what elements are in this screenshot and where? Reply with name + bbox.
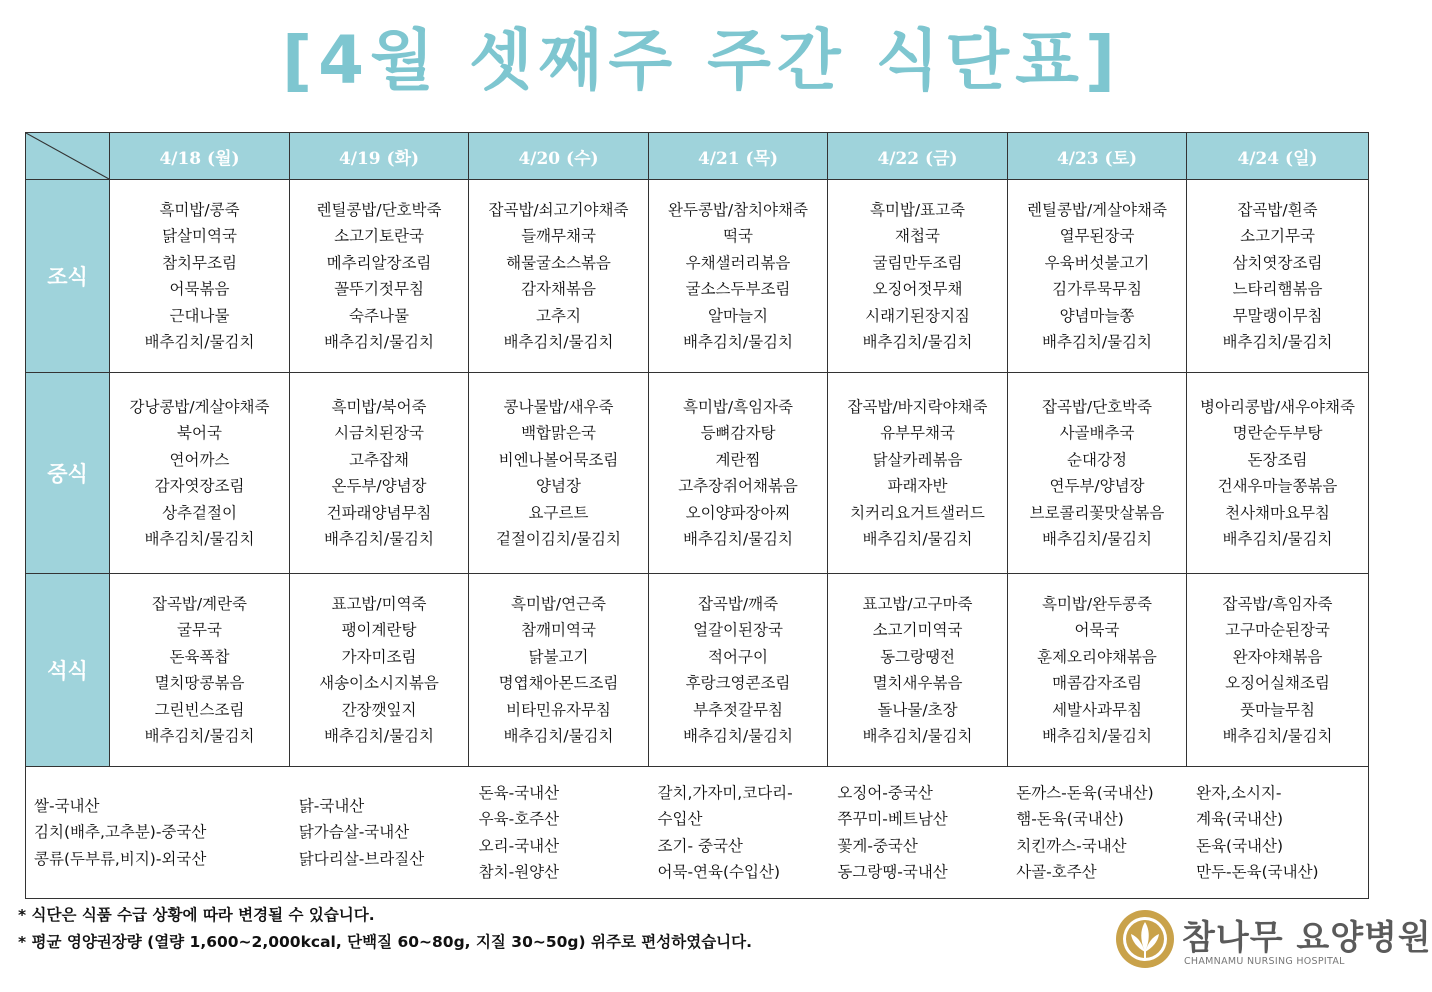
dish-item: 배추김치/물김치 <box>323 727 435 745</box>
dish-item: 배추김치/물김치 <box>682 530 794 548</box>
dish-item: 강낭콩밥/게살야채죽 <box>129 397 270 416</box>
dish-item: 잡곡밥/흰죽 <box>1237 200 1318 219</box>
dish-item: 완자야채볶음 <box>1232 647 1323 666</box>
dish-item: 고추지 <box>536 306 581 325</box>
dish-item: 새송이소시지볶음 <box>319 674 439 692</box>
menu-cell <box>1187 574 1369 767</box>
dish-item: 고추잡채 <box>349 450 409 469</box>
origin-line: 닭가슴살-국내산 <box>298 823 410 842</box>
origin-line: 동그랑땡-국내산 <box>837 863 948 881</box>
dish-item: 오징어젓무채 <box>872 280 963 298</box>
page-title: [4월 셋째주 주간 식단표] <box>282 22 1121 99</box>
day-header: 4/21 (목) <box>649 133 828 180</box>
menu-cell <box>290 373 469 574</box>
dish-item: 그린빈스조림 <box>154 700 245 719</box>
day-header: 4/19 (화) <box>290 133 469 180</box>
origin-line: 꽃게-중국산 <box>837 836 918 855</box>
note-line: * 평균 영양권장량 (열량 1,600~2,000kcal, 단백질 60~80g, 지질 30~50g) 위주로 편성하였습니다. <box>18 933 753 951</box>
dish-item: 병아리콩밥/새우야채죽 <box>1200 397 1355 416</box>
dish-item: 어묵국 <box>1074 621 1120 639</box>
dish-item: 잡곡밥/계란죽 <box>151 594 248 613</box>
menu-cell <box>1187 373 1369 574</box>
dish-item: 감자채볶음 <box>521 280 596 298</box>
day-header: 4/24 (일) <box>1187 133 1369 180</box>
dish-item: 닭살카레볶음 <box>872 450 963 469</box>
dish-item: 잡곡밥/단호박죽 <box>1041 397 1153 416</box>
dish-item: 등뼈감자탕 <box>700 424 776 442</box>
dish-item: 오징어실채조림 <box>1225 674 1330 692</box>
dish-item: 숙주나물 <box>349 306 409 325</box>
origin-line: 오리-국내산 <box>478 836 560 855</box>
dish-item: 표고밥/미역죽 <box>331 594 427 613</box>
dish-item: 브로콜리꽃맛살볶음 <box>1029 503 1165 522</box>
dish-item: 적어구이 <box>708 647 768 666</box>
origin-column <box>471 780 650 886</box>
menu-cell <box>828 373 1008 574</box>
dish-item: 배추김치/물김치 <box>1041 727 1153 745</box>
dish-item: 세발사과무침 <box>1052 700 1142 719</box>
meal-label: 석식 <box>26 574 110 767</box>
dish-item: 배추김치/물김치 <box>1041 530 1153 548</box>
dish-item: 떡국 <box>723 227 753 245</box>
dish-item: 흑미밥/완두콩죽 <box>1041 594 1153 613</box>
meal-label: 조식 <box>26 180 110 373</box>
dish-item: 팽이계란탕 <box>341 621 417 639</box>
dish-item: 배추김치/물김치 <box>1222 727 1333 745</box>
menu-cell <box>290 574 469 767</box>
dish-item: 완두콩밥/참치야채죽 <box>668 200 808 219</box>
dish-item: 부추젓갈무침 <box>693 700 783 719</box>
day-header: 4/18 (월) <box>110 133 290 180</box>
dish-item: 천사채마요무침 <box>1225 503 1330 522</box>
origin-line: 닭-국내산 <box>298 796 365 815</box>
dish-item: 굴무국 <box>177 621 222 639</box>
dinner-row <box>26 574 1369 767</box>
dish-item: 요구르트 <box>528 503 589 522</box>
menu-cell <box>1008 574 1187 767</box>
dish-item: 참치무조림 <box>162 253 237 272</box>
dish-item: 김가루묵무침 <box>1052 280 1142 298</box>
dish-item: 사골배추국 <box>1059 424 1135 442</box>
dish-item: 순대강정 <box>1067 450 1127 469</box>
notes <box>18 902 752 956</box>
lunch-row <box>26 373 1369 574</box>
origin-line: 닭다리살-브라질산 <box>298 849 425 868</box>
hospital-subtitle: CHAMNAMU NURSING HOSPITAL <box>1184 956 1345 967</box>
dish-item: 배추김치/물김치 <box>144 727 255 745</box>
dish-item: 굴소스두부조림 <box>685 280 791 298</box>
dish-item: 흑미밥/흑임자죽 <box>682 397 794 416</box>
dish-item: 해물굴소스볶음 <box>506 253 611 272</box>
weekly-menu-table <box>25 132 1369 899</box>
origin-line: 수입산 <box>657 810 703 828</box>
dish-item: 배추김치/물김치 <box>323 530 435 548</box>
dish-item: 잡곡밥/바지락야채죽 <box>847 397 988 416</box>
dish-item: 연두부/양념장 <box>1049 477 1145 495</box>
dish-item: 명엽채아몬드조림 <box>498 674 619 692</box>
dish-item: 연어까스 <box>169 450 230 469</box>
origin-line: 치킨까스-국내산 <box>1016 836 1127 855</box>
origin-line: 쭈꾸미-베트남산 <box>837 810 948 828</box>
dish-item: 계란찜 <box>715 450 761 469</box>
day-header: 4/23 (토) <box>1008 133 1187 180</box>
dish-item: 후랑크영콘조림 <box>685 674 791 692</box>
origin-column <box>650 780 830 886</box>
dish-item: 돈장조림 <box>1247 450 1308 469</box>
origin-line: 조기- 중국산 <box>657 836 743 855</box>
origin-line: 갈치,가자미,코다리- <box>657 783 793 802</box>
dish-item: 파래자반 <box>887 477 948 495</box>
dish-item: 잡곡밥/깨죽 <box>697 594 779 613</box>
origin-line: 콩류(두부류,비지)-외국산 <box>34 849 207 868</box>
dish-item: 훈제오리야채볶음 <box>1037 647 1157 666</box>
dish-item: 메추리알장조림 <box>326 253 432 272</box>
dish-item: 흑미밥/연근죽 <box>510 594 607 613</box>
dish-item: 표고밥/고구마죽 <box>862 594 973 613</box>
menu-cell <box>828 180 1008 373</box>
origin-column <box>1008 780 1188 886</box>
dish-item: 흑미밥/콩죽 <box>159 200 240 219</box>
dish-item: 양념장 <box>536 477 581 495</box>
dish-item: 참깨미역국 <box>521 621 596 639</box>
dish-item: 고구마순된장국 <box>1225 621 1330 639</box>
hospital-name: 참나무 요양병원 <box>1182 918 1432 958</box>
meal-label: 중식 <box>26 373 110 574</box>
dish-item: 열무된장국 <box>1059 227 1135 245</box>
dish-item: 꼴뚜기젓무침 <box>334 280 424 298</box>
dish-item: 우육버섯불고기 <box>1044 253 1150 272</box>
dish-item: 멸치새우볶음 <box>872 674 963 692</box>
dish-item: 근대나물 <box>169 306 230 325</box>
dish-item: 소고기미역국 <box>872 621 963 639</box>
menu-cell <box>110 574 290 767</box>
dish-item: 북어국 <box>177 424 222 442</box>
dish-item: 배추김치/물김치 <box>862 727 973 745</box>
dish-item: 배추김치/물김치 <box>1041 333 1153 351</box>
dish-item: 가자미조림 <box>341 647 417 666</box>
dish-item: 배추김치/물김치 <box>682 333 794 351</box>
origin-info <box>26 767 1368 898</box>
dish-item: 배추김치/물김치 <box>144 530 255 548</box>
dish-item: 어묵볶음 <box>169 280 230 298</box>
dish-item: 들깨무채국 <box>521 227 596 245</box>
origin-line: 쌀-국내산 <box>34 796 100 815</box>
dish-item: 배추김치/물김치 <box>503 333 614 351</box>
origin-line: 사골-호주산 <box>1016 863 1097 881</box>
dish-item: 렌틸콩밥/게살야채죽 <box>1027 200 1167 219</box>
menu-cell <box>1008 180 1187 373</box>
dish-item: 배추김치/물김치 <box>323 333 435 351</box>
dish-item: 유부무채국 <box>880 424 955 442</box>
dish-item: 무말랭이무침 <box>1232 306 1323 325</box>
origin-line: 참치-원양산 <box>478 863 560 881</box>
menu-cell <box>290 180 469 373</box>
origin-line: 우육-호주산 <box>478 810 560 828</box>
dish-item: 비타민유자무침 <box>506 700 611 719</box>
dish-item: 배추김치/물김치 <box>682 727 794 745</box>
dish-item: 흑미밥/표고죽 <box>869 200 966 219</box>
dish-item: 느타리햄볶음 <box>1232 280 1323 298</box>
menu-cell <box>1008 373 1187 574</box>
dish-item: 굴림만두조림 <box>872 253 963 272</box>
dish-item: 멸치땅콩볶음 <box>154 674 245 692</box>
origin-line: 돈육(국내산) <box>1196 836 1284 855</box>
menu-cell <box>469 180 649 373</box>
dish-item: 겉절이김치/물김치 <box>495 530 621 548</box>
origin-row <box>26 767 1369 899</box>
dish-item: 비엔나볼어묵조림 <box>498 450 619 469</box>
dish-item: 동그랑땡전 <box>880 647 955 666</box>
origin-line: 계육(국내산) <box>1196 810 1284 828</box>
dish-item: 배추김치/물김치 <box>862 530 973 548</box>
origin-cell <box>26 767 1369 899</box>
dish-item: 간장깻잎지 <box>341 700 417 719</box>
origin-line: 햄-돈육(국내산) <box>1016 810 1124 828</box>
breakfast-row <box>26 180 1369 373</box>
dish-item: 온두부/양념장 <box>331 477 427 495</box>
dish-item: 삼치엿장조림 <box>1232 253 1323 272</box>
oak-leaf-emblem-icon <box>1114 908 1176 970</box>
dish-item: 재첩국 <box>895 227 940 245</box>
origin-line: 어묵-연육(수입산) <box>657 863 781 881</box>
diagonal-line <box>26 133 109 179</box>
day-header: 4/22 (금) <box>828 133 1008 180</box>
menu-cell <box>649 180 828 373</box>
dish-item: 소고기무국 <box>1240 227 1315 245</box>
origin-column <box>26 793 291 873</box>
dish-item: 양념마늘쫑 <box>1059 306 1135 325</box>
dish-item: 명란순두부탕 <box>1232 424 1323 442</box>
date-header-row <box>26 133 1369 180</box>
dish-item: 상추겉절이 <box>162 503 237 522</box>
day-header: 4/20 (수) <box>469 133 649 180</box>
hospital-logo <box>1114 906 1432 976</box>
dish-item: 얼갈이된장국 <box>693 621 783 639</box>
menu-cell <box>110 373 290 574</box>
origin-column <box>1188 780 1368 886</box>
dish-item: 닭살미역국 <box>162 227 237 245</box>
dish-item: 오이양파장아찌 <box>685 503 791 522</box>
dish-item: 잡곡밥/흑임자죽 <box>1222 594 1333 613</box>
dish-item: 배추김치/물김치 <box>1222 530 1333 548</box>
dish-item: 콩나물밥/새우죽 <box>503 397 614 416</box>
dish-item: 잡곡밥/쇠고기야채죽 <box>488 200 629 219</box>
origin-line: 오징어-중국산 <box>837 783 933 802</box>
dish-item: 백합맑은국 <box>521 424 596 442</box>
origin-line: 돈육-국내산 <box>478 783 560 802</box>
dish-item: 우채샐러리볶음 <box>685 253 791 272</box>
origin-line: 돈까스-돈육(국내산) <box>1016 783 1154 802</box>
dish-item: 돌나물/초장 <box>877 700 958 719</box>
dish-item: 배추김치/물김치 <box>1222 333 1333 351</box>
corner-cell <box>26 133 110 180</box>
dish-item: 소고기토란국 <box>334 227 424 245</box>
origin-line: 만두-돈육(국내산) <box>1196 863 1319 881</box>
menu-cell <box>469 373 649 574</box>
dish-item: 시금치된장국 <box>334 424 424 442</box>
origin-column <box>291 793 471 873</box>
dish-item: 매콤감자조림 <box>1052 674 1142 692</box>
menu-cell <box>828 574 1008 767</box>
origin-line: 완자,소시지- <box>1196 783 1282 802</box>
dish-item: 감자엿장조림 <box>154 477 245 495</box>
menu-cell <box>469 574 649 767</box>
dish-item: 배추김치/물김치 <box>503 727 614 745</box>
dish-item: 풋마늘무침 <box>1240 700 1315 719</box>
dish-item: 흑미밥/북어죽 <box>331 397 427 416</box>
dish-item: 배추김치/물김치 <box>862 333 973 351</box>
dish-item: 시래기된장지짐 <box>865 306 970 325</box>
menu-cell <box>649 574 828 767</box>
dish-item: 치커리요거트샐러드 <box>850 503 985 522</box>
menu-cell <box>1187 180 1369 373</box>
menu-cell <box>649 373 828 574</box>
dish-item: 건파래양념무침 <box>326 503 432 522</box>
menu-cell <box>110 180 290 373</box>
dish-item: 고추장쥐어채볶음 <box>678 477 798 495</box>
dish-item: 닭불고기 <box>528 647 589 666</box>
origin-line: 김치(배추,고추분)-중국산 <box>34 823 207 842</box>
dish-item: 렌틸콩밥/단호박죽 <box>316 200 442 219</box>
dish-item: 건새우마늘쫑볶음 <box>1217 477 1338 495</box>
dish-item: 알마늘지 <box>708 306 768 325</box>
origin-column <box>829 780 1008 886</box>
note-line: * 식단은 식품 수급 상황에 따라 변경될 수 있습니다. <box>18 906 375 924</box>
dish-item: 돈육폭찹 <box>169 647 230 666</box>
dish-item: 배추김치/물김치 <box>144 333 255 351</box>
